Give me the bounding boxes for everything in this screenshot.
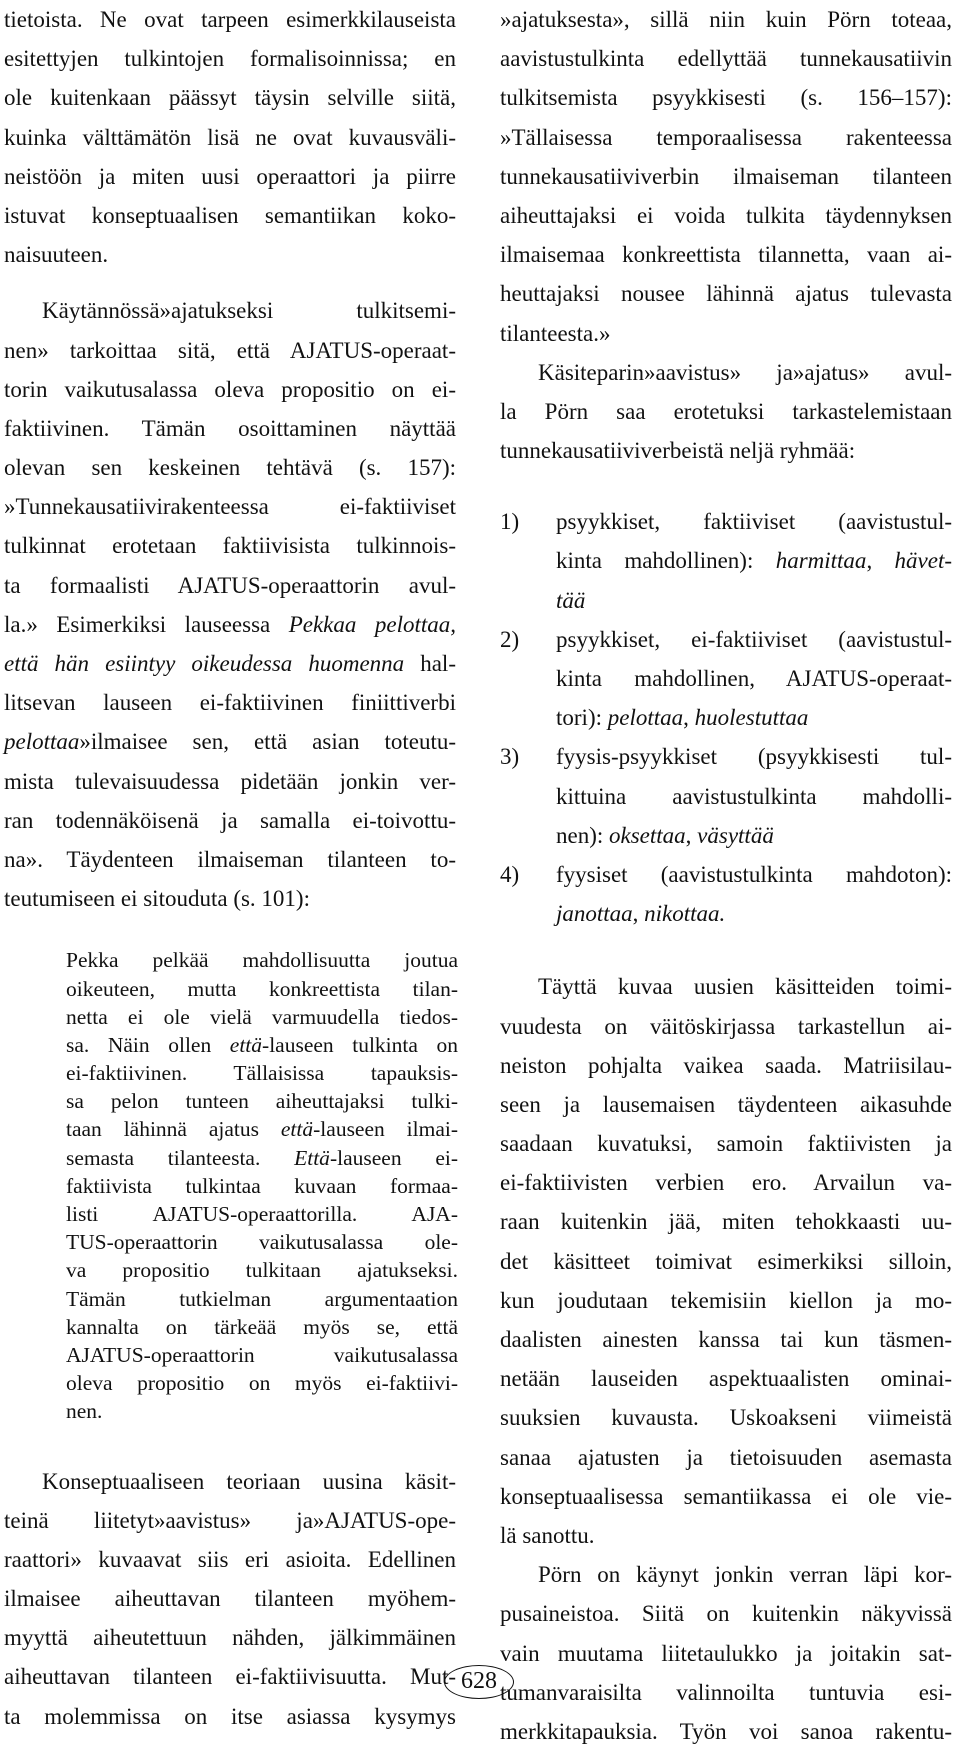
text-span: sa. Näin ollen — [66, 1032, 230, 1057]
text-line: ta formaalisti AJATUS-operaattorin avul- — [4, 572, 456, 598]
text-line — [4, 605, 456, 644]
text-line: esitettyjen tulkintojen formalisoinnissa; en — [4, 46, 456, 72]
text-line: neistöön ja miten uusi operaattori ja piirre — [4, 163, 456, 189]
text-line: psyykkiset, faktiiviset (aavistustul- — [556, 509, 952, 535]
list-number: 2) — [500, 626, 520, 652]
page-number: 628 — [444, 1665, 514, 1699]
text-line: tulkitsemista psyykkisesti (s. 156–157): — [500, 85, 952, 111]
text-line: tunnekausatiiviverbeistä neljä ryhmää: — [500, 438, 856, 464]
text-span: tori): — [556, 705, 608, 731]
quote-line: sa pelon tunteen aiheuttajaksi tulki- — [66, 1089, 458, 1114]
quote-line: netta ei ole vielä varmuudella tiedos- — [66, 1004, 458, 1029]
text-line: fyysis-psyykkiset (psyykkisesti tul- — [556, 744, 952, 770]
text-span: -lauseen ilmai- — [313, 1117, 458, 1142]
paragraph — [4, 291, 456, 918]
text-line: vain muutama liitetaulukko ja joitakin sat- — [500, 1640, 952, 1666]
italic-verb: janottaa — [556, 901, 633, 927]
quote-line: TUS-operaattorin vaikutusalassa ole- — [66, 1230, 458, 1255]
text-line: faktiivinen. Tämän osoittaminen näyttää — [4, 415, 456, 441]
text-line: teinä liitetyt»aavistus» ja»AJATUS-ope- — [4, 1507, 456, 1533]
text-line: »Tällaisessa temporaalisessa rakenteessa — [500, 124, 952, 150]
text-line — [556, 541, 952, 580]
group-list — [500, 502, 952, 933]
text-line: vuudesta on väitöskirjassa tarkastellun ai- — [500, 1013, 952, 1039]
quote-line: oikeuteen, mutta konkreettista tilan- — [66, 976, 458, 1001]
list-item — [500, 855, 952, 933]
quote-line: oleva propositio on myös ei-faktiivi- — [66, 1371, 458, 1396]
quote-line: Pekka pelkää mahdollisuutta joutua — [66, 948, 458, 973]
italic-example: Pekkaa pelottaa, — [288, 611, 456, 637]
text-span: nen): — [556, 822, 610, 848]
text-line: kinta mahdollinen, AJATUS-operaat- — [556, 666, 952, 691]
text-line: kuinka välttämätön lisä ne ovat kuvausväli- — [4, 124, 456, 150]
text-line: kun joudutaan tekemisiin kiellon ja mo- — [500, 1287, 952, 1313]
text-line: ran todennäköisenä ja samalla ei-toivottu- — [4, 807, 456, 833]
text-line: neiston pohjalta vaikea saada. Matriisilau- — [500, 1052, 952, 1078]
text-line: raattori» kuvaavat siis eri asioita. Edellinen — [4, 1546, 456, 1572]
text-line: torin vaikutusalassa oleva propositio on ei- — [4, 376, 456, 402]
italic-word: että — [229, 1032, 263, 1057]
paragraph — [500, 967, 952, 1555]
text-line: aavistustulkinta edellyttää tunnekausatiivin — [500, 46, 952, 72]
text-line: »ajatuksesta», sillä niin kuin Pörn toteaa, — [500, 7, 952, 32]
text-line: »Tunnekausatiivirakenteessa ei-faktiiviset — [4, 494, 456, 520]
italic-verb: väsyttää — [697, 822, 774, 848]
text-line: ei-faktiivisten verbien ero. Arvailun va- — [500, 1170, 952, 1196]
text-line — [556, 698, 952, 737]
text-line: saadaan kuvatuksi, samoin faktiivisten ja — [500, 1131, 952, 1157]
italic-word: Että — [294, 1145, 330, 1170]
quote-line: faktiivista tulkintaa kuvaan formaa- — [66, 1173, 458, 1198]
text-line: la Pörn saa erotetuksi tarkastelemistaan — [500, 398, 952, 424]
paragraph — [4, 1462, 456, 1736]
text-line: tunnekausatiiviverbin ilmaiseman tilanteen — [500, 163, 952, 189]
text-line: naisuuteen. — [4, 242, 109, 268]
quote-line — [66, 1144, 458, 1172]
text-line: aiheuttavan tilanteen ei-faktiivisuutta. Mut- — [4, 1664, 456, 1690]
list-number: 1) — [500, 509, 520, 535]
text-line: na». Täydenteen ilmaiseman tilanteen to- — [4, 846, 456, 872]
quote-line — [66, 1031, 458, 1059]
text-line: fyysiset (aavistustulkinta mahdoton): — [556, 861, 952, 887]
text-line: ole kuitenkaan päässyt täysin selville siitä, — [4, 85, 456, 111]
italic-word: että — [280, 1117, 314, 1142]
text-line: aiheuttajaksi ei voida tulkita täydennyksen — [500, 202, 952, 228]
list-item — [500, 737, 952, 855]
text-line: seen ja lausemaisen täydenteen aikasuhde — [500, 1091, 952, 1117]
text-line: konseptuaalisessa semantiikassa ei ole vie- — [500, 1483, 952, 1509]
paragraph — [4, 0, 456, 274]
text-line: ta molemmissa on itse asiassa kysymys — [4, 1703, 456, 1729]
text-span: semasta tilanteesta. — [66, 1145, 295, 1170]
quote-line: Tämän tutkielman argumentaation — [66, 1286, 458, 1311]
italic-verb: tää — [556, 587, 586, 613]
text-line: netään lauseiden aspektuaalisten ominai- — [500, 1366, 952, 1392]
list-number: 3) — [500, 744, 520, 770]
text-span: -lauseen tulkinta on — [262, 1032, 458, 1057]
text-line: kittuina aavistustulkinta mahdolli- — [556, 783, 952, 809]
text-span: , — [632, 901, 645, 927]
text-line: myyttä aiheutettuun nähden, jälkimmäinen — [4, 1625, 456, 1651]
italic-verb: oksettaa — [609, 822, 686, 848]
text-span: taan lähinnä ajatus — [66, 1117, 281, 1142]
text-line — [4, 722, 456, 761]
text-line: tulkinnat erotetaan faktiivisista tulkinnois- — [4, 533, 456, 559]
text-span: »ilmaisee sen, että asian toteutu- — [79, 729, 456, 755]
text-span: , — [685, 822, 698, 848]
text-line: raan kuitenkin jää, miten tehokkaasti uu- — [500, 1209, 952, 1235]
text-line: tumanvaraisilta valinnoilta tuntuvia esi- — [500, 1679, 952, 1705]
text-span: -lauseen ei- — [329, 1145, 458, 1170]
text-line: heuttajaksi nousee lähinnä ajatus tulevasta — [500, 281, 952, 307]
italic-verb: harmittaa — [775, 548, 867, 574]
paragraph — [500, 353, 952, 471]
text-line: olevan sen keskeinen tehtävä (s. 157): — [4, 455, 456, 481]
paragraph — [500, 0, 952, 353]
text-span: , — [683, 705, 695, 731]
text-line: nen» tarkoittaa sitä, että AJATUS-operaat- — [4, 337, 456, 363]
list-item — [500, 620, 952, 738]
quote-line — [66, 1115, 458, 1143]
quote-line: nen. — [66, 1399, 103, 1424]
quote-line: va propositio tulkitaan ajatukseksi. — [66, 1258, 458, 1283]
quote-line: listi AJATUS-operaattorilla. AJA- — [66, 1202, 458, 1226]
text-span: , — [866, 548, 895, 574]
text-line: ilmaisee aiheuttavan tilanteen myöhem- — [4, 1586, 456, 1612]
italic-example: pelottaa — [4, 729, 80, 755]
text-line: Konseptuaaliseen teoriaan uusina käsit- — [42, 1468, 456, 1494]
text-line: daalisten ainesten kanssa tai kun täsmen- — [500, 1327, 952, 1352]
right-column — [500, 0, 952, 1751]
text-line — [556, 894, 952, 933]
italic-example: että hän esiintyy oikeudessa huomenna — [4, 651, 405, 676]
text-line: suuksien kuvausta. Uskoakseni viimeistä — [500, 1405, 952, 1431]
text-line: teutumiseen ei sitouduta (s. 101): — [4, 886, 310, 912]
paragraph — [500, 1555, 952, 1751]
quote-line: AJATUS-operaattorin vaikutusalassa — [66, 1342, 458, 1367]
text-line: merkkitapauksia. Työn voi sanoa rakentu- — [500, 1718, 952, 1744]
list-item — [500, 502, 952, 620]
italic-verb: hävet- — [894, 548, 952, 574]
quote-line: ei-faktiivinen. Tällaisissa tapauksis- — [66, 1061, 458, 1086]
italic-verb: huolestuttaa — [694, 705, 809, 731]
text-line: sanaa ajatusten ja tietoisuuden asemasta — [500, 1444, 952, 1470]
text-line — [556, 581, 952, 620]
quote-line: kannalta on tärkeää myös se, että — [66, 1314, 458, 1339]
text-line: det käsitteet toimivat esimerkiksi silloin, — [500, 1248, 952, 1274]
text-line — [556, 816, 952, 855]
left-column — [4, 0, 456, 1736]
text-line: psyykkiset, ei-faktiiviset (aavistustul- — [556, 626, 952, 652]
block-quote — [66, 946, 458, 1425]
italic-verb: pelottaa — [607, 705, 684, 731]
text-line: litsevan lauseen ei-faktiivinen finiittiverbi — [4, 690, 456, 716]
text-span: la.» Esimerkiksi lauseessa — [4, 611, 289, 637]
text-line: tietoista. Ne ovat tarpeen esimerkkilauseista — [4, 7, 456, 32]
text-line: lä sanottu. — [500, 1522, 595, 1548]
text-span: hal- — [404, 651, 456, 676]
text-line: mista tulevaisuudessa pidetään jonkin ver- — [4, 768, 456, 794]
text-line: pusaineistoa. Siitä on kuitenkin näkyvissä — [500, 1601, 952, 1627]
text-line: Käytännössä»ajatukseksi tulkitsemi- — [42, 298, 456, 324]
text-line — [4, 644, 456, 683]
text-line: istuvat konseptuaalisen semantiikan koko- — [4, 202, 456, 228]
italic-verb: nikottaa. — [644, 901, 726, 927]
text-line: Pörn on käynyt jonkin verran läpi kor- — [538, 1562, 952, 1588]
text-span: kinta mahdollinen): — [556, 548, 776, 574]
text-line: Täyttä kuvaa uusien käsitteiden toimi- — [538, 974, 952, 1000]
text-line: ilmaisemaa konkreettista tilannetta, vaan ai- — [500, 242, 952, 268]
text-line: Käsiteparin»aavistus» ja»ajatus» avul- — [538, 359, 952, 385]
text-line: tilanteesta.» — [500, 320, 611, 346]
list-number: 4) — [500, 861, 520, 887]
